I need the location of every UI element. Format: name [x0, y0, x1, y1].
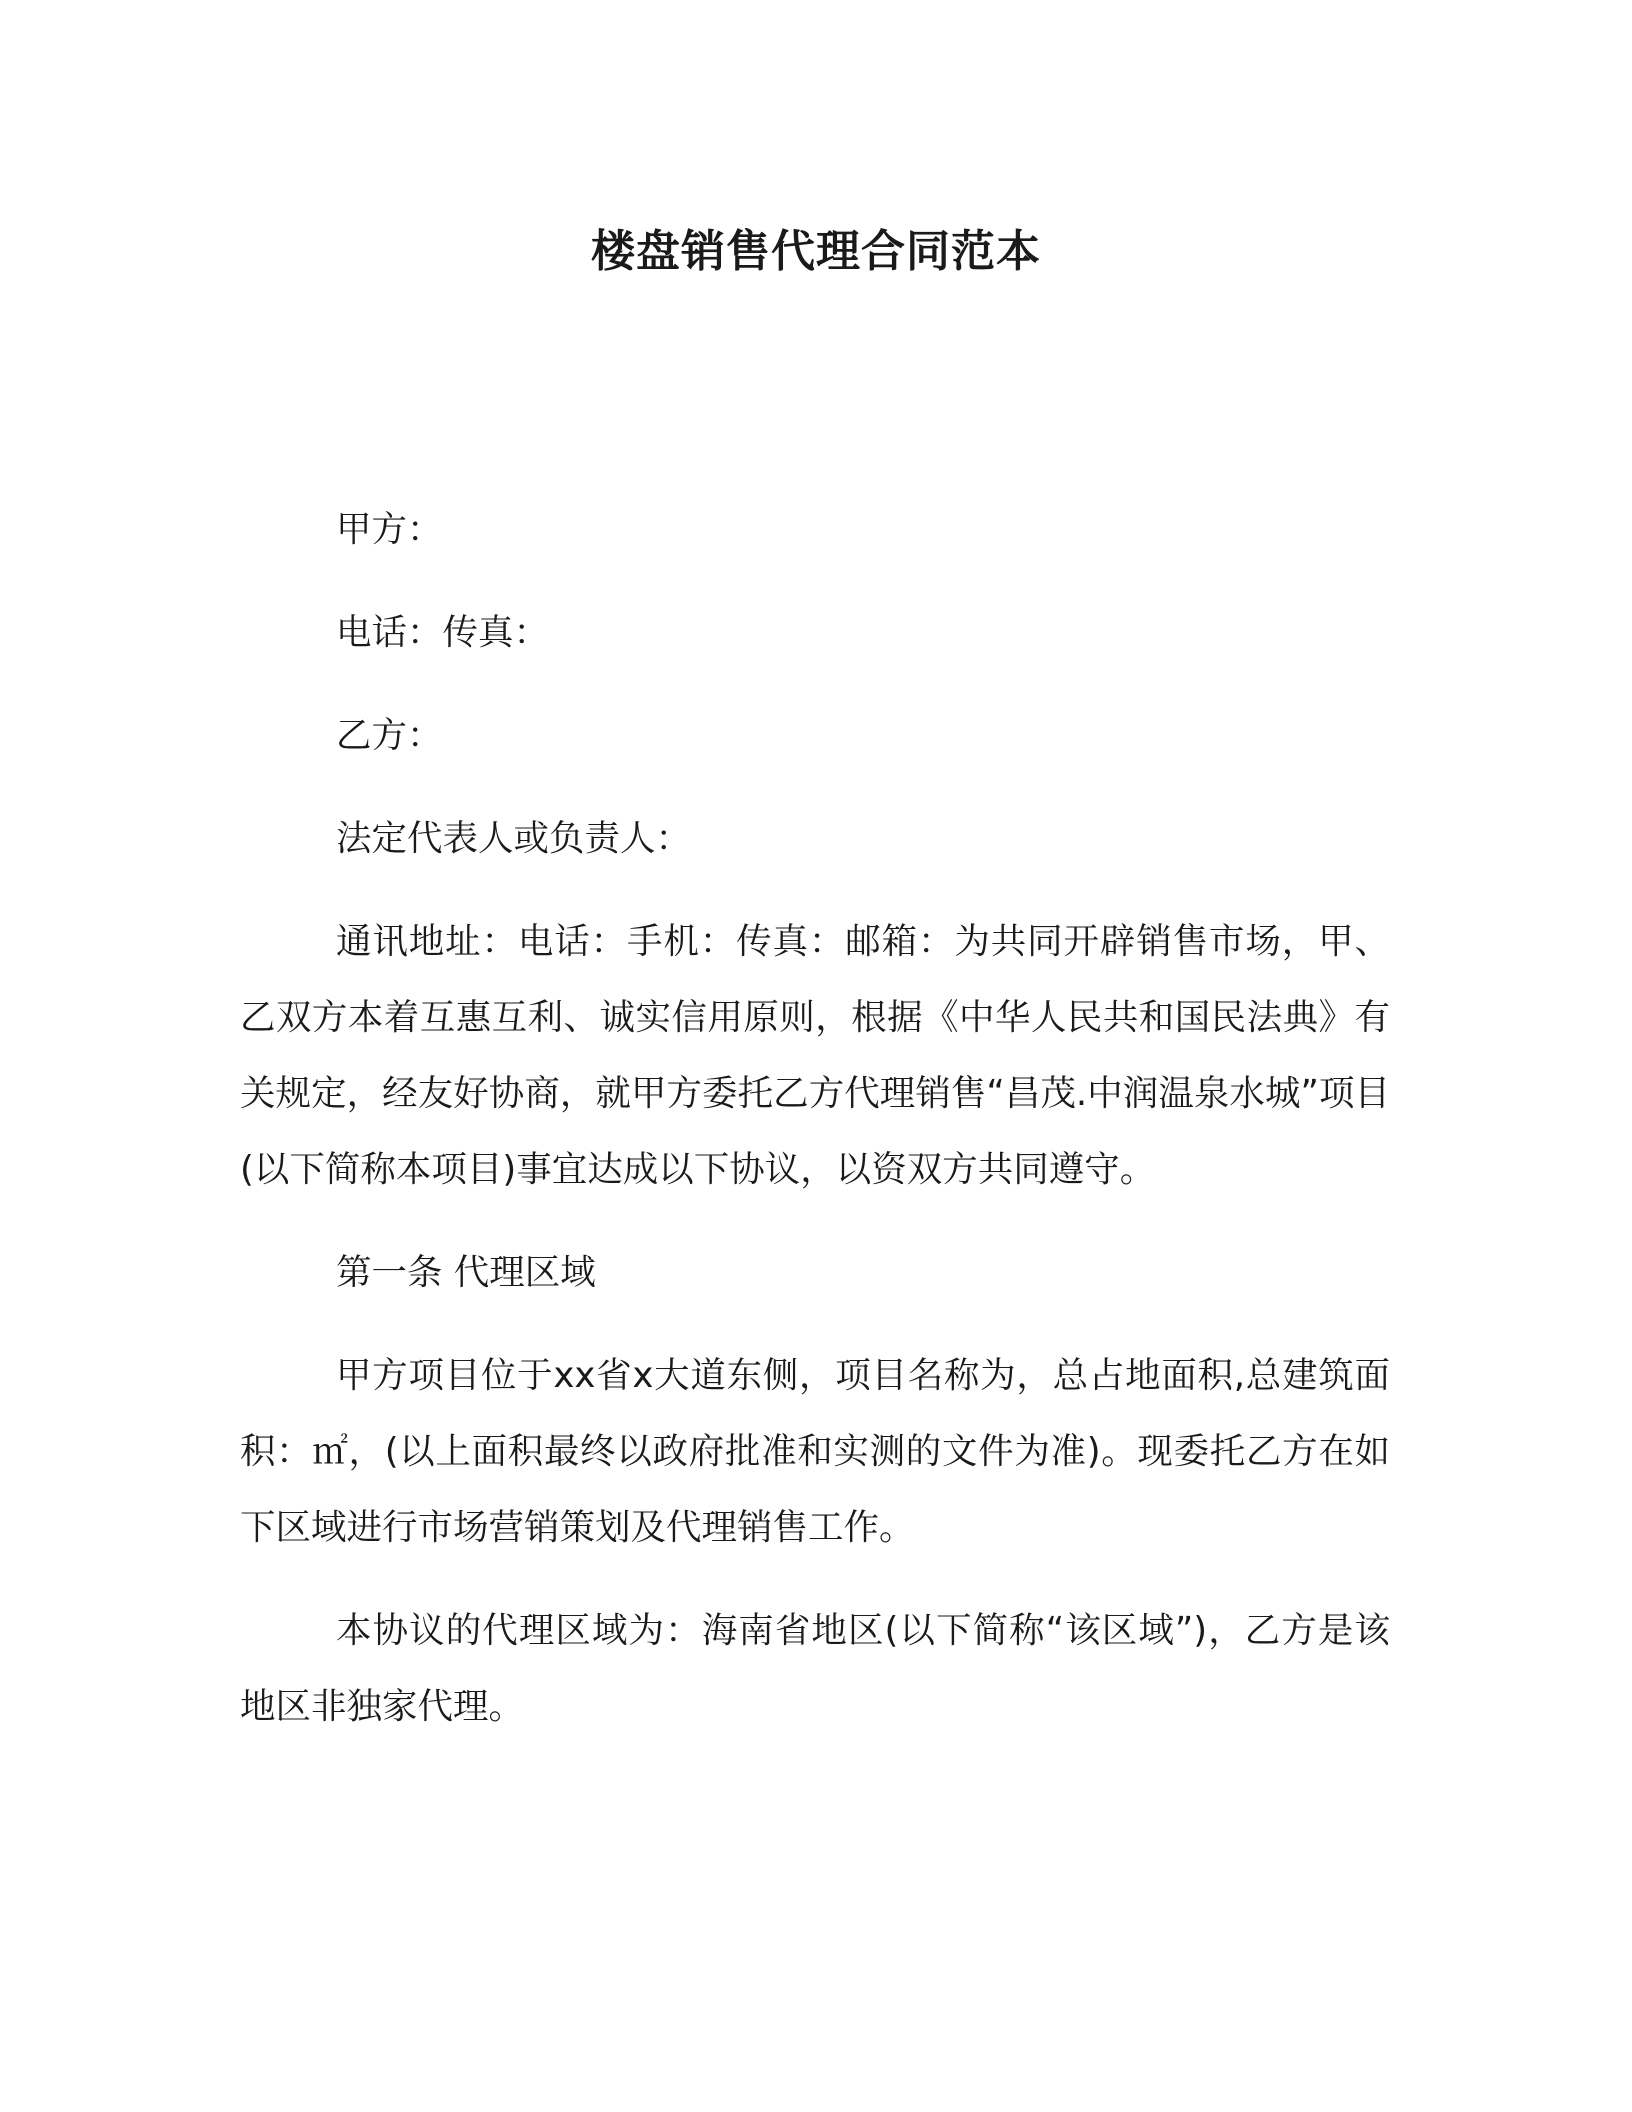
party-a-line: 甲方：	[336, 509, 443, 550]
article-one-heading: 第一条 代理区域	[336, 1252, 596, 1293]
preamble-paragraph: 通讯地址：电话：手机：传真：邮箱：为共同开辟销售市场，甲、乙双方本着互惠互利、诚实信用原则，根据《中华人民共和国民法典》有关规定，经友好协商，就甲方委托乙方代理销售“昌茂.中润温泉水城”项目(以下简称本项目)事宜达成以下协议，以资双方共同遵守。	[240, 921, 1390, 1190]
phone-fax-line: 电话：传真：	[336, 612, 550, 653]
legal-representative-line: 法定代表人或负责人：	[336, 818, 692, 859]
project-description-paragraph: 甲方项目位于xx省x大道东侧，项目名称为，总占地面积,总建筑面积：㎡，(以上面积最终以政府批准和实测的文件为准)。现委托乙方在如下区域进行市场营销策划及代理销售工作。	[240, 1355, 1390, 1548]
agency-region-paragraph: 本协议的代理区域为：海南省地区(以下简称“该区域”)，乙方是该地区非独家代理。	[240, 1610, 1390, 1727]
document-body	[240, 492, 1390, 1772]
document-title: 楼盘销售代理合同范本	[591, 226, 1041, 277]
party-b-line: 乙方：	[336, 715, 443, 756]
